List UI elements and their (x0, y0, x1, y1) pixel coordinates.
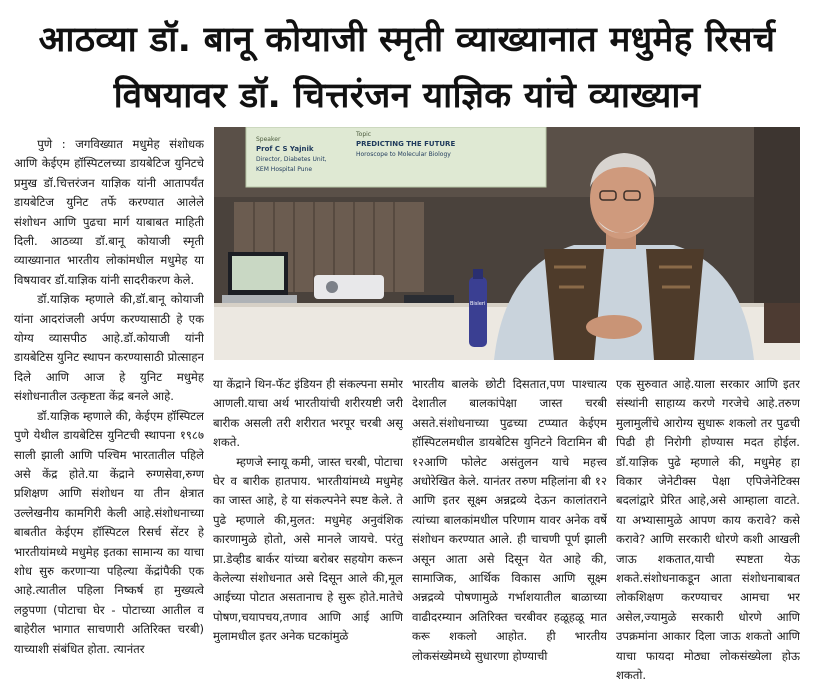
article-column-3 (412, 375, 607, 695)
slide-speaker-label: Speaker (256, 136, 281, 143)
article-paragraph: डॉ.याज्ञिक म्हणाले की,डॉ.बानू कोयाजी यांना आदरांजली अर्पण करण्यासाठी हे एक योग्य व्यासपीठ आहे.डॉ.कोयाजी यांनी डायबेटिस युनिट स्थापन करण्यासाठी प्रोत्साहन दिले आणि आज हे युनिट मधुमेह संशोधनातील उत्कृष्टता केंद्र बनले आहे. (14, 292, 204, 404)
slide-speaker-org: KEM Hospital Pune (256, 166, 313, 173)
article-paragraph: म्हणजे स्नायू कमी, जास्त चरबी, पोटाचा घेर व बारीक हातपाय. भारतीयांमध्ये मधुमेह का जास्त आहे, हे या संकल्पनेने स्पष्ट केले. ते पुढे म्हणाले की,मुलत: मधुमेह अनुवंशिक कारणामुळे होतो, असे मानले जायचे. परंतु प्रा.डेव्हीड बार्कर यांच्या बरोबर सहयोग करून केलेल्या संशोधनात असे दिसून आले की,मूल आईच्या पोटात असतानाच हे सुरू होते.मातेचे पोषण,चयापचय,तणाव आणि आई आणि मुलामधील इतर अनेक घटकांमुळे (213, 454, 403, 644)
article-column-1 (14, 135, 204, 695)
headline (0, 12, 814, 124)
slide-topic-label: Topic (356, 131, 372, 138)
slide-speaker-name: Prof C S Yajnik (256, 145, 314, 153)
article-paragraph: या केंद्राने थिन-फॅट इंडियन ही संकल्पना समोर आणली.याचा अर्थ भारतीयांची शरीरयष्टी जरी बारीक असली तरी शरीरात भरपूर चरबी असू शकते. (213, 377, 403, 450)
article-paragraph: भारतीय बालके छोटी दिसतात,पण पाश्चात्य देशातील बालकांपेक्षा जास्त चरबी असते.संशोधनाच्या पुढच्या टप्प्यात केईएम हॉस्पिटलमधील डायबेटिस युनिटने विटामिन बी १२आणि फोलेट असंतुलन याचे महत्त्व अधोरेखित केले. यानंतर तरुण महिलांना बी १२ आणि इतर सूक्ष्म अन्नद्रव्ये देऊन कालांतराने त्यांच्या बालकांमधील परिणाम यावर अनेक वर्षे संशोधन करण्यात आले. ही चाचणी पूर्ण झाली असून आता असे दिसून येत आहे की, सामाजिक, आर्थिक विकास आणि सूक्ष्म अन्नद्रव्ये पोषणामुळे गर्भाशयातील बाळाच्या वाढीदरम्यान अतिरिक्त चरबीवर हळूहळू मात करू शकलो आहोत. ही भारतीय लोकसंख्येमध्ये सुधारणा होण्याची (412, 377, 607, 663)
article-paragraph: एक सुरुवात आहे.याला सरकार आणि इतर संस्थांनी साहाय्य करणे गरजेचे आहे.तरुण मुलामुलींचे आरोग्य सुधारू शकलो तर पुढची पिढी ही निरोगी होण्यास मदत होईल. डॉ.याज्ञिक पुढे म्हणाले की, मधुमेह हा विकार जेनेटीक्स पेक्षा एपिजेनेटिक्स बदलांद्वारे प्रेरित आहे,असे आम्हाला वाटते. या अभ्यासामुळे आपण काय करावे? कसे करावे? आणि सरकारी धोरणे कशी आखली जाऊ शकतात,याची स्पष्टता येऊ शकते.संशोधनाकडून आता संशोधनाबाबत लोकशिक्षण करण्याचर आमचा भर असेल,ज्यामुळे सरकारी धोरणे आणि उपक्रमांना आकार दिला जाऊ शकतो आणि याचा फायदा मोठ्या लोकसंख्येला होऊ शकतो. (616, 377, 800, 683)
headline-line-2: विषयावर डॉ. चित्तरंजन याज्ञिक यांचे व्याख्यान (113, 76, 701, 116)
slide-topic-line-2: Horoscope to Molecular Biology (356, 151, 451, 158)
slide-topic-line-1: PREDICTING THE FUTURE (356, 140, 456, 148)
headline-line-1: आठव्या डॉ. बानू कोयाजी स्मृती व्याख्यानात मधुमेह रिसर्च (38, 20, 776, 60)
article-column-2 (213, 375, 403, 695)
article-paragraph: पुणे : जगविख्यात मधुमेह संशोधक आणि केईएम हॉस्पिटलच्या डायबेटिज युनिटचे प्रमुख डॉ.चित्तरंजन याज्ञिक यांनी आतापर्यंत डायबेटिज युनिट तर्फे करण्यात आलेले संशोधन आणि पुढचा मार्ग याबाबत माहिती दिली. आठव्या डॉ.बानू कोयाजी स्मृती व्याख्यानात भारतीय लोकांमधील मधुमेह या विषयावर डॉ.याज्ञिक यांनी सादरीकरण केले. (14, 137, 204, 287)
article-paragraph: डॉ.याज्ञिक म्हणाले की, केईएम हॉस्पिटल पुणे येथील डायबेटिस युनिटची स्थापना १९८७ साली झाली आणि पश्चिम भारतातील पहिले असे केंद्र होते.या केंद्राने रुग्णसेवा,रुग्ण प्रशिक्षण आणि संशोधन या तीन क्षेत्रात उल्लेखनीय कामगिरी केली आहे.संशोधनाच्या बाबतीत केईएम हॉस्पिटल रिसर्च सेंटर हे भारतीयांमध्ये मधुमेह इतका सामान्य का याचा शोध सुरु करणाऱ्या पहिल्या केंद्रांपैकी एक आहे.त्यातील पहिला निष्कर्ष हा मुख्यत्वे लठ्ठपणा (पोटाचा घेर - पोटाच्या आतील व बाहेरील भागात साचणारी अतिरिक्त चरबी) याच्याशी संबंधित होता. त्यानंतर (14, 408, 204, 656)
article-column-4 (616, 375, 800, 695)
slide-speaker-role: Director, Diabetes Unit, (256, 156, 327, 163)
event-photo (214, 127, 800, 360)
article (14, 127, 800, 697)
event-photo-illustration (214, 127, 800, 360)
bottle-label: Bisleri (470, 301, 486, 307)
